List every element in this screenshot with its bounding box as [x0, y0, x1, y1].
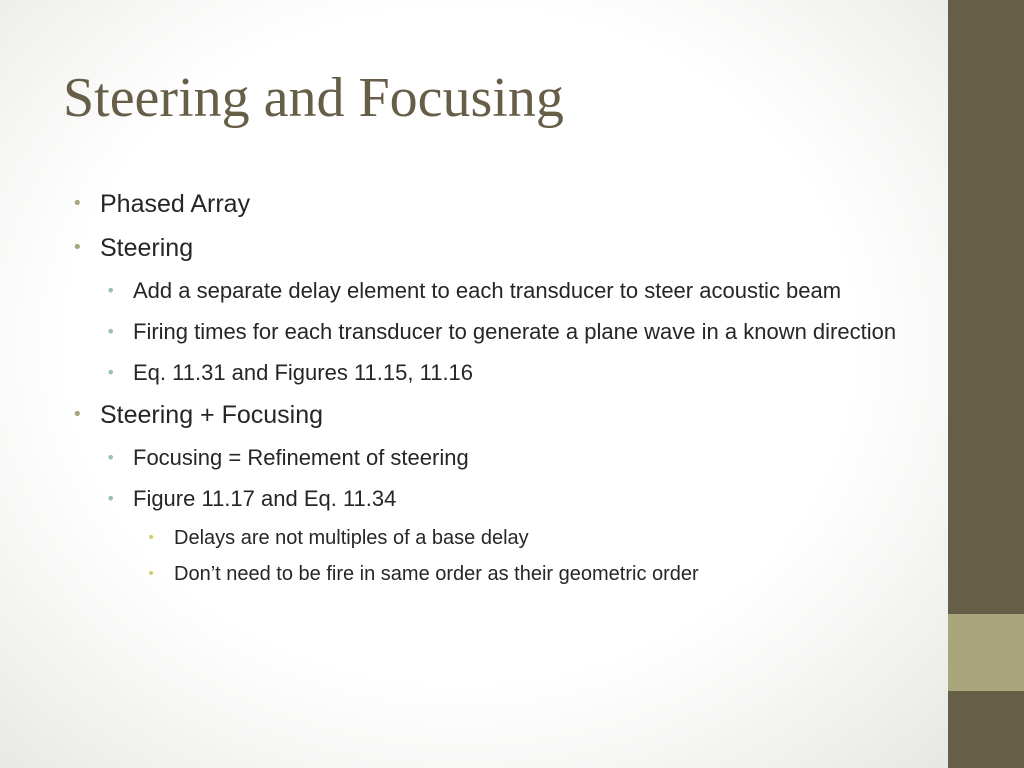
bullet-text: Delays are not multiples of a base delay: [174, 527, 529, 549]
bullet-text: Figure 11.17 and Eq. 11.34: [133, 486, 397, 511]
bullet-dot-icon: •: [72, 237, 83, 258]
sub-bullet-item: [106, 274, 932, 308]
sub-bullet-item: [106, 356, 932, 390]
bullet-dot-icon: •: [106, 448, 116, 467]
sidebar-accent-decoration: [948, 614, 1024, 691]
bullet-text: Focusing = Refinement of steering: [133, 445, 469, 470]
slide-title: Steering and Focusing: [63, 67, 564, 129]
bullet-text: Firing times for each transducer to generate a plane wave in a known direction: [133, 319, 897, 344]
bullet-dot-icon: •: [147, 530, 156, 546]
bullet-item: [72, 230, 932, 266]
bullet-list: [72, 186, 932, 595]
bullet-text: Steering + Focusing: [100, 401, 324, 429]
bullet-dot-icon: •: [72, 193, 83, 214]
bullet-dot-icon: •: [106, 489, 116, 508]
bullet-dot-icon: •: [72, 404, 83, 425]
bullet-item: [72, 397, 932, 433]
sub-sub-bullet-item: [147, 523, 932, 553]
bullet-item: [72, 186, 932, 222]
bullet-text: Eq. 11.31 and Figures 11.15, 11.16: [133, 360, 474, 385]
bullet-dot-icon: •: [106, 281, 116, 300]
sub-sub-bullet-item: [147, 559, 932, 589]
bullet-text: Add a separate delay element to each transducer to steer acoustic beam: [133, 278, 842, 303]
bullet-dot-icon: •: [147, 566, 156, 582]
sub-bullet-item: [106, 482, 932, 516]
bullet-text: Don’t need to be fire in same order as their geometric order: [174, 563, 699, 585]
bullet-dot-icon: •: [106, 322, 116, 341]
bullet-dot-icon: •: [106, 363, 116, 382]
sub-bullet-item: [106, 441, 932, 475]
bullet-text: Phased Array: [100, 190, 251, 218]
sub-bullet-item: [106, 315, 932, 349]
bullet-text: Steering: [100, 234, 194, 262]
